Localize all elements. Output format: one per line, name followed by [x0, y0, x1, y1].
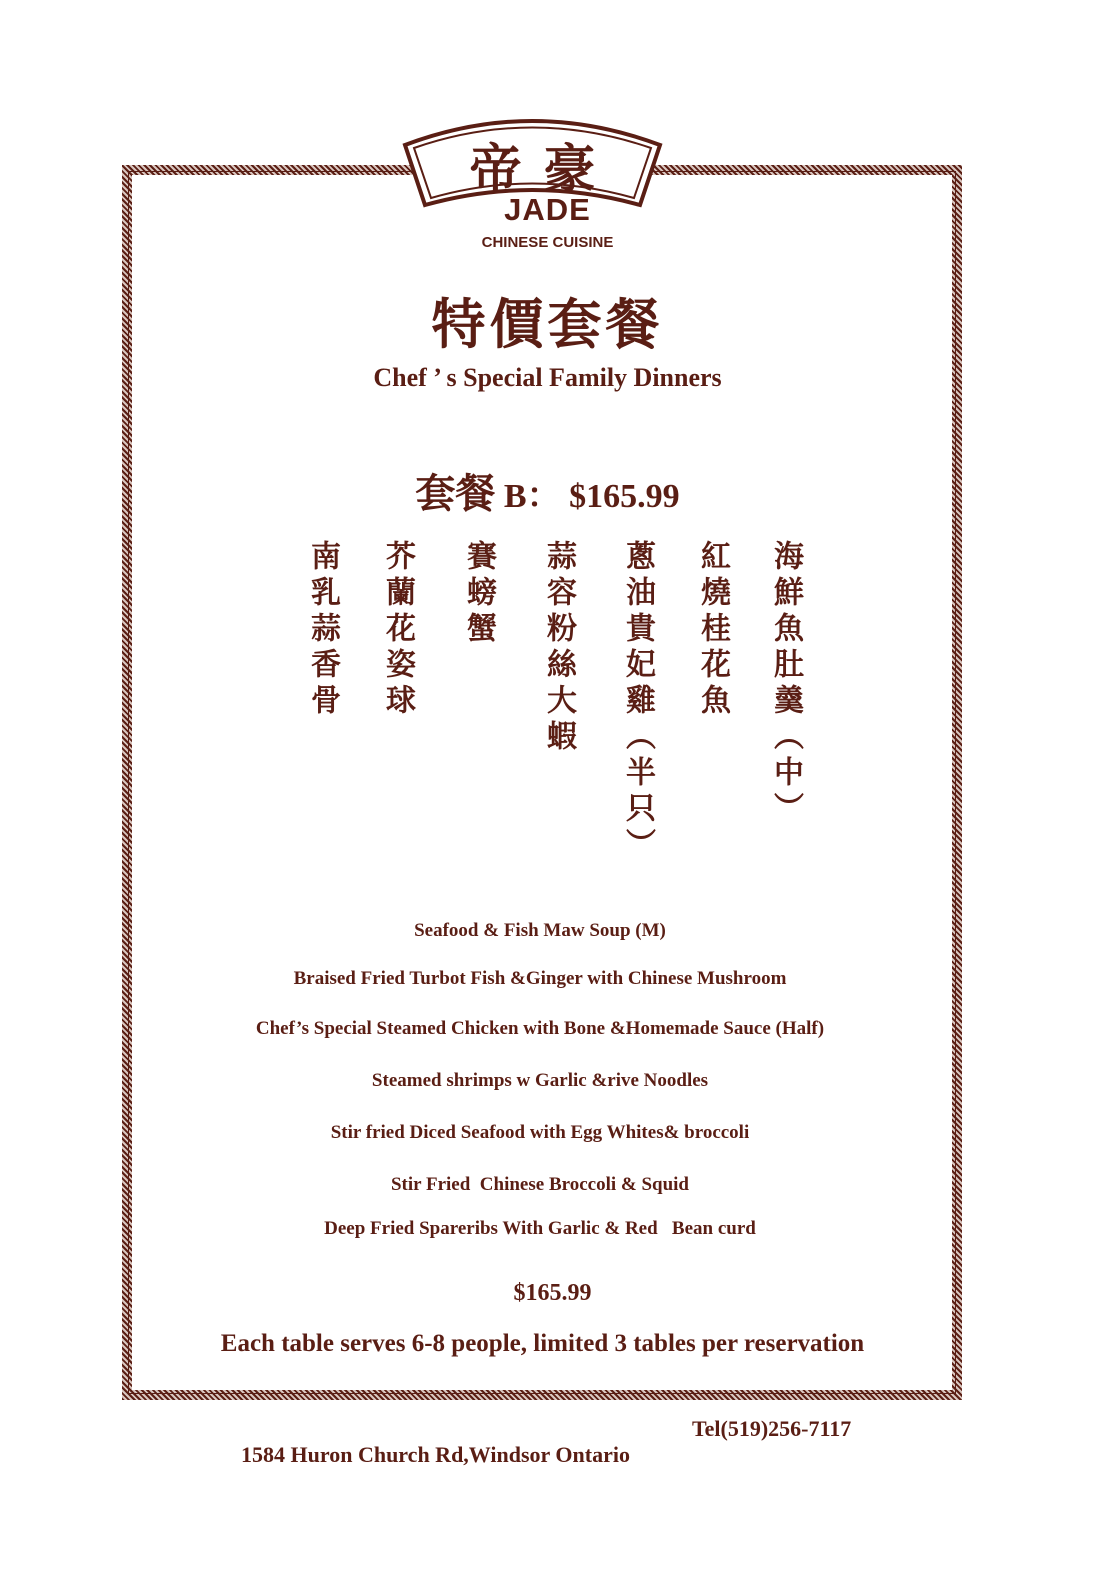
set-label-chinese: 套餐	[415, 470, 496, 517]
set-price: $165.99	[569, 478, 680, 515]
phone-number: Tel(519)256-7117	[692, 1416, 852, 1441]
summary-price: $165.99	[513, 1280, 592, 1306]
dish-cn-2: 紅燒桂花魚	[695, 540, 730, 720]
address: 1584 Huron Church Rd,Windsor Ontario	[241, 1442, 630, 1467]
dish-en-3: Chef’s Special Steamed Chicken with Bone &Homemade Sauce (Half)	[255, 1018, 825, 1039]
brand-tagline: CHINESE CUISINE	[481, 234, 614, 251]
chinese-dish-list	[0, 540, 1095, 870]
menu-title-chinese: 特價套餐	[431, 292, 664, 356]
reservation-note: Each table serves 6-8 people, limited 3 tables per reservation	[220, 1330, 865, 1357]
dish-en-7: Deep Fried Spareribs With Garlic & Red Bean curd	[324, 1218, 756, 1239]
set-code: B：	[503, 478, 561, 515]
dish-cn-6: 芥蘭花姿球	[380, 540, 415, 720]
dish-en-6: Stir Fried Chinese Broccoli & Squid	[390, 1174, 690, 1195]
set-heading	[0, 462, 1095, 519]
dish-cn-1: 海鮮魚肚羹（中）	[768, 540, 803, 828]
dish-en-2: Braised Fried Turbot Fish &Ginger with Chinese Mushroom	[293, 968, 787, 989]
dish-cn-3: 蔥油貴妃雞（半只）	[620, 540, 655, 864]
logo-chinese-text: 帝豪	[469, 139, 618, 200]
dish-cn-4: 蒜容粉絲大蝦	[541, 540, 576, 756]
dish-en-5: Stir fried Diced Seafood with Egg Whites& broccoli	[330, 1122, 750, 1143]
dish-cn-5: 賽螃蟹	[461, 540, 496, 648]
footer	[230, 1416, 890, 1494]
menu-title-english: Chef ’ s Special Family Dinners	[373, 363, 722, 392]
dish-en-1: Seafood & Fish Maw Soup (M)	[414, 920, 666, 941]
dish-en-4: Steamed shrimps w Garlic &rive Noodles	[371, 1070, 709, 1091]
dish-cn-7: 南乳蒜香骨	[305, 540, 340, 720]
brand-name: JADE	[504, 192, 591, 227]
